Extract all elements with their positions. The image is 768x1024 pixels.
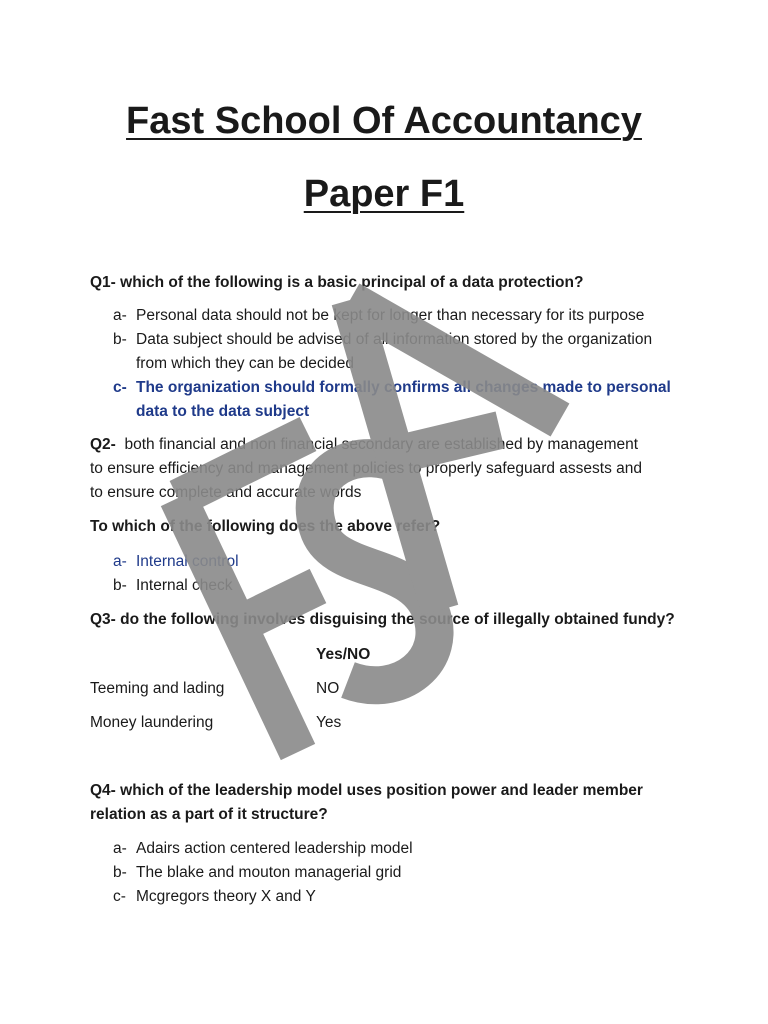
q2-option-b-marker: b- [113, 577, 127, 594]
q3-row-1-item: Teeming and lading [90, 680, 225, 697]
q4-option-a [113, 838, 413, 860]
q1-option-b [113, 329, 652, 351]
q2-text-1: both financial and non financial secondary are established by management [124, 436, 639, 453]
q4-option-b-marker: b- [113, 864, 127, 881]
q4-question-line-1: Q4- which of the leadership model uses position power and leader member [90, 782, 643, 799]
page-title: Fast School Of Accountancy [126, 100, 642, 142]
q1-option-c-text-cont: data to the data subject [136, 403, 310, 420]
q4-option-c-text: Mcgregors theory X and Y [136, 888, 316, 905]
q4-option-c [113, 886, 316, 908]
q4-option-a-marker: a- [113, 840, 127, 857]
q2-text-line-1 [90, 434, 638, 456]
q2-option-b [113, 575, 233, 597]
q3-row-2-answer: Yes [316, 714, 342, 731]
q1-option-a-text: Personal data should not be kept for longer than necessary for its purpose [136, 307, 645, 324]
q4-option-b [113, 862, 401, 884]
q2-text-line-3: to ensure complete and accurate words [90, 484, 362, 501]
q2-text-line-2: to ensure efficiency and management policies to properly safeguard assests and [90, 460, 643, 477]
q2-prompt: To which of the following does the above refer? [90, 518, 441, 535]
page-subtitle: Paper F1 [303, 173, 465, 215]
q1-option-c-marker: c- [113, 379, 127, 396]
q1-option-a [113, 305, 644, 327]
q1-option-b-text-cont: from which they can be decided [136, 355, 354, 372]
q2-option-a-answer [113, 551, 239, 573]
q2-label: Q2- [90, 436, 116, 453]
q1-option-b-text: Data subject should be advised of all information stored by the organization [136, 331, 653, 348]
q2-option-b-text: Internal check [136, 577, 233, 594]
q1-question: Q1- which of the following is a basic principal of a data protection? [90, 274, 584, 291]
q4-option-c-marker: c- [113, 888, 126, 905]
q4-question-line-2: relation as a part of it structure? [90, 806, 328, 823]
q1-option-c-text: The organization should formally confirms all changes made to personal [136, 379, 671, 396]
q3-row-1-answer: NO [316, 680, 340, 697]
q2-option-a-marker: a- [113, 553, 127, 570]
q1-option-b-marker: b- [113, 331, 127, 348]
q1-option-c-answer [113, 377, 671, 399]
q3-question: Q3- do the following involves disguising the source of illegally obtained fundy? [90, 611, 675, 628]
q2-option-a-text: Internal control [136, 553, 239, 570]
q1-option-a-marker: a- [113, 307, 127, 324]
q4-option-a-text: Adairs action centered leadership model [136, 840, 413, 857]
q3-row-2-item: Money laundering [90, 714, 214, 731]
q4-option-b-text: The blake and mouton managerial grid [136, 864, 402, 881]
q3-column-header: Yes/NO [316, 646, 371, 663]
